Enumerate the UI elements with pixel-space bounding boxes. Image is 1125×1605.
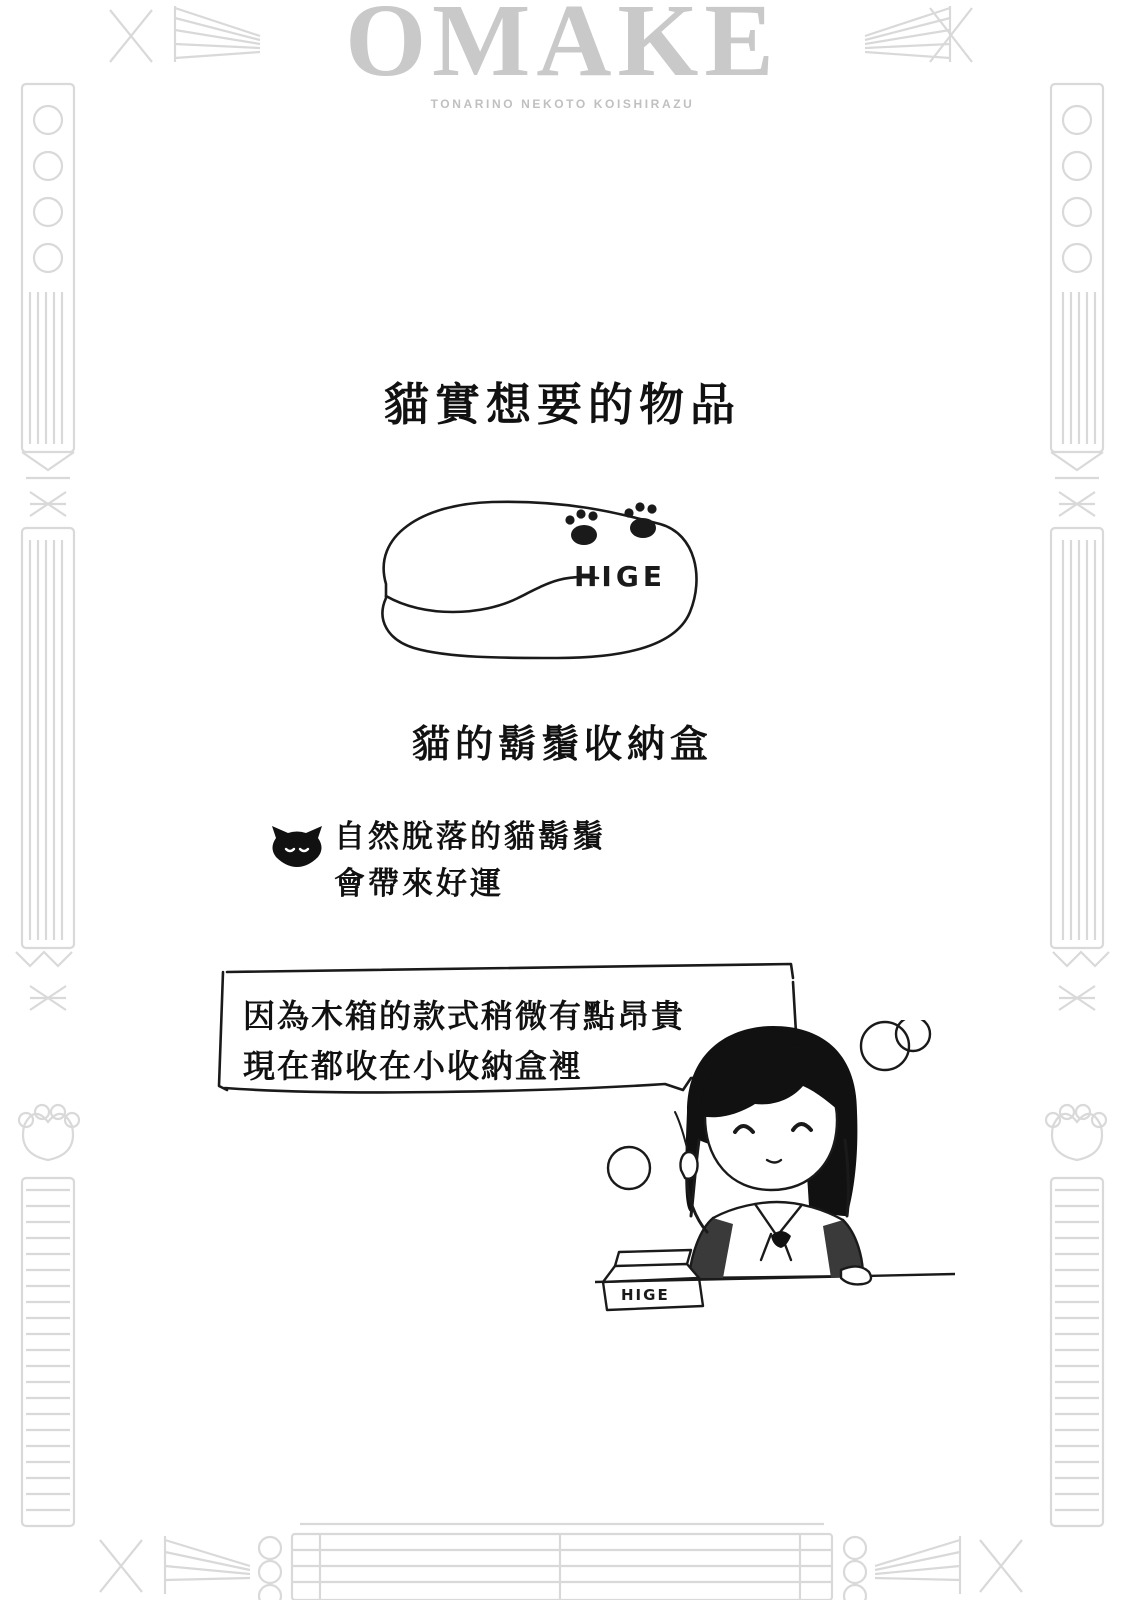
note-line-1: 自然脫落的貓鬍鬚 bbox=[334, 819, 606, 855]
girl-with-box-illustration bbox=[595, 1020, 955, 1340]
desk-box-hige-label: HIGE bbox=[621, 1286, 670, 1304]
note-block bbox=[262, 818, 782, 907]
bubble-line-1: 因為木箱的款式稍微有點昂貴 bbox=[243, 997, 686, 1035]
figure-caption: 貓的鬍鬚收納盒 bbox=[411, 722, 713, 766]
cat-whisker-box-illustration bbox=[352, 492, 704, 677]
page-subtitle: TONARINO NEKOTO KOISHIRAZU bbox=[430, 97, 695, 112]
bubble-line-2: 現在都收在小收納盒裡 bbox=[243, 1046, 584, 1085]
note-line-2: 會帶來好運 bbox=[334, 865, 504, 902]
box-hige-label: HIGE bbox=[574, 560, 666, 593]
section-title: 貓實想要的物品 bbox=[383, 378, 741, 431]
page-title: OMAKE bbox=[345, 0, 780, 98]
cat-head-icon bbox=[268, 826, 326, 868]
